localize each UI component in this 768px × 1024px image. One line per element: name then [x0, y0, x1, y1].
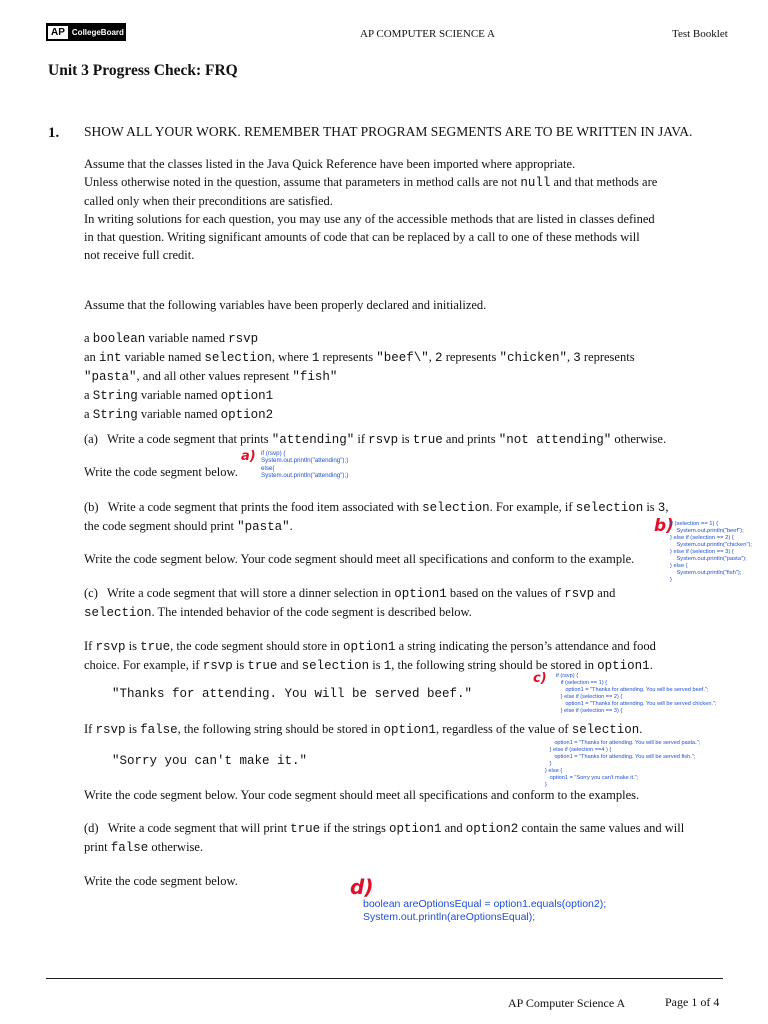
part-c-false-case: If rsvp is false, the following string should be stored in option1, regardless of the value of selection.	[84, 722, 643, 737]
assume-line: Assume that the classes listed in the Java Quick Reference have been imported where appropriate.	[84, 157, 576, 171]
part-b-write: Write the code segment below. Your code segment should meet all specifications and conform to the example.	[84, 552, 635, 566]
part-b-prompt: (b) Write a code segment that prints the food item associated with selection. For example, if selection is 3, the code segment should print "pasta".	[84, 500, 669, 534]
handwritten-answer-d: boolean areOptionsEqual = option1.equals(option2); System.out.println(areOptionsEqual);	[363, 898, 607, 923]
part-d-write: Write the code segment below.	[84, 874, 238, 888]
assume-line: Unless otherwise noted in the question, assume that parameters in method calls are not null and that methods are	[84, 175, 658, 190]
header-course: AP COMPUTER SCIENCE A	[360, 28, 495, 40]
var-option1: a String variable named option1	[84, 388, 274, 403]
part-a-write: Write the code segment below.	[84, 465, 238, 479]
handwritten-answer-b: if (selection == 1) { System.out.println("beef"); } else if (selection == 2) { System.out.println("chicken"); } else if (selection == 3) { System.out.println("pasta"); } else { System.out.println("fish"); }	[670, 521, 753, 583]
handwritten-answer-a: if (rsvp) { System.out.println("attending");) else{ System.out.println("attending");)	[261, 450, 349, 480]
part-c-prompt: (c) Write a code segment that will store a dinner selection in option1 based on the values of rsvp and selection. The intended behavior of the code segment is described below.	[84, 586, 616, 620]
assume-line: not receive full credit.	[84, 248, 195, 262]
footer-course: AP Computer Science A	[508, 996, 626, 1010]
part-a-prompt: (a) Write a code segment that prints "attending" if rsvp is true and prints "not attending" otherwise.	[84, 432, 667, 447]
handwritten-answer-c-part2: option1 = "Thanks for attending. You will be served pasta."; } else if (selection ==4 ) { option1 = "Thanks for attending. You will be served fish."; } } else { option1 = "Sorry you can't make it."; }	[545, 740, 701, 788]
handwritten-mark-d: d)	[350, 875, 374, 899]
handwritten-answer-c-part1: if (rsvp) { if (selection == 1) { option1 = "Thanks for attending. You will be served beef."; } else if (selection == 2) { option1 = "Thanks for attending. You will be served chicken."; } else if (selection == 3) {	[556, 673, 717, 714]
part-c-description: If rsvp is true, the code segment should store in option1 a string indicating the person’s attendance and food choice. For example, if rsvp is true and selection is 1, the following string should be stored in option1.	[84, 639, 656, 673]
example-string-1: "Thanks for attending. You will be served beef."	[112, 687, 473, 701]
logo-ap: AP	[48, 26, 68, 39]
instructions: SHOW ALL YOUR WORK. REMEMBER THAT PROGRAM SEGMENTS ARE TO BE WRITTEN IN JAVA.	[84, 124, 693, 139]
page-number: Page 1 of 4	[665, 995, 720, 1009]
handwritten-mark-c: c)	[533, 671, 547, 686]
var-option2: a String variable named option2	[84, 407, 274, 422]
footer-divider	[46, 978, 723, 979]
example-string-2: "Sorry you can't make it."	[112, 754, 308, 768]
logo-collegeboard: CollegeBoard	[71, 27, 124, 37]
handwritten-mark-b: b)	[654, 516, 674, 536]
variables-intro: Assume that the following variables have been properly declared and initialized.	[84, 298, 487, 312]
var-selection-cont: "pasta", and all other values represent "fish"	[84, 369, 338, 384]
assumptions-block	[84, 155, 734, 264]
assume-line: In writing solutions for each question, you may use any of the accessible methods that are listed in classes defined	[84, 212, 655, 226]
ap-collegeboard-logo	[46, 23, 126, 41]
assume-line: in that question. Writing significant amounts of code that can be replaced by a call to one of these methods will	[84, 230, 640, 244]
part-c-write: Write the code segment below. Your code segment should meet all specifications and conform to the examples.	[84, 788, 640, 802]
var-rsvp: a boolean variable named rsvp	[84, 331, 259, 346]
header-booklet: Test Booklet	[672, 28, 728, 40]
question-number: 1.	[48, 125, 60, 141]
handwritten-mark-a: a)	[241, 449, 256, 464]
variables-list	[84, 329, 734, 424]
assume-line: called only when their preconditions are satisfied.	[84, 194, 333, 208]
part-d-prompt: (d) Write a code segment that will print true if the strings option1 and option2 contain the same values and will print false otherwise.	[84, 821, 685, 855]
var-selection: an int variable named selection, where 1 represents "beef\", 2 represents "chicken", 3 represents	[84, 350, 635, 365]
page-title: Unit 3 Progress Check: FRQ	[48, 62, 238, 79]
